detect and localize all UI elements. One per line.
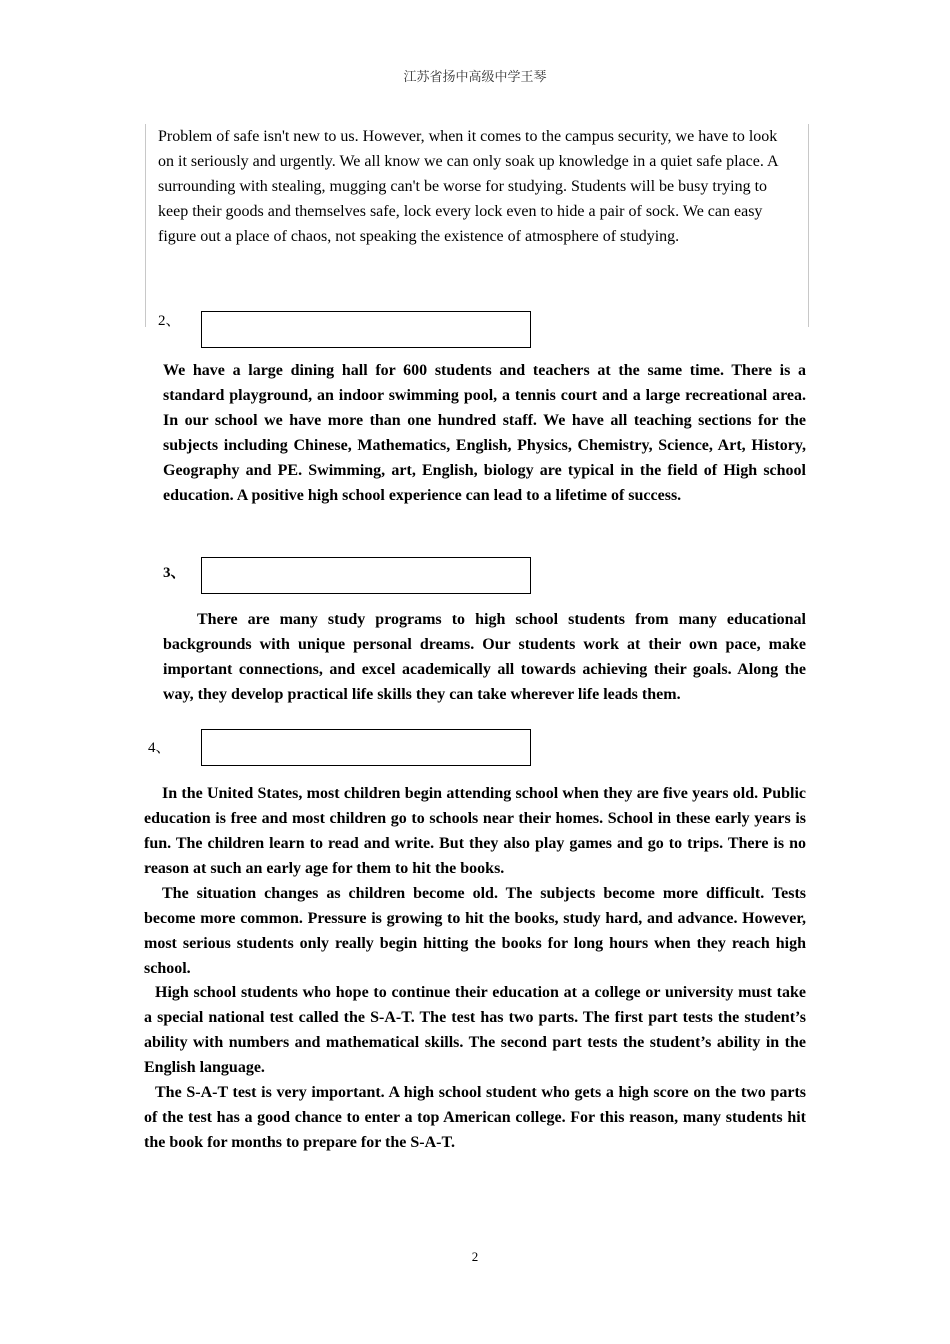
question-4-paragraph-4: The S-A-T test is very important. A high school student who gets a high score on the two parts of the test has a good chance to enter a top American college. For this reason, many students hit the book for months to prepare for the S-A-T.: [144, 1084, 806, 1151]
question-4-paragraph-2: The situation changes as children become old. The subjects become more difficult. Tests become more common. Pressure is growing to hit the books, study hard, and advance. However, most serious students only really begin hitting the books for long hours when they reach high school.: [144, 885, 806, 977]
question-2-answer-box[interactable]: [201, 311, 531, 348]
question-4-paragraph-3: High school students who hope to continue their education at a college or university must take a special national test called the S-A-T. The test has two parts. The first part tests the student’s ability with numbers and mathematical skills. The second part tests the student’s ability in the English language.: [144, 984, 806, 1076]
passage-1-text: Problem of safe isn't new to us. However, when it comes to the campus security, we have to look on it seriously and urgently. We all know we can only soak up knowledge in a quiet safe place. A surrounding with stealing, mugging can't be worse for studying. Students will be busy trying to keep their goods and themselves safe, lock every lock even to hide a pair of sock. We can easy figure out a place of chaos, not speaking the existence of atmosphere of studying.: [158, 128, 778, 245]
question-4-answer-box[interactable]: [201, 729, 531, 766]
question-3-answer-box[interactable]: [201, 557, 531, 594]
question-2-number: 2、: [158, 313, 181, 329]
question-4-number: 4、: [148, 740, 171, 756]
page-number: 2: [471, 1249, 479, 1264]
question-3-number: 3、: [163, 565, 186, 581]
page-header: 江苏省扬中高级中学王琴: [403, 69, 547, 84]
question-3-paragraph: There are many study programs to high school students from many educational backgrounds with unique personal dreams. Our students work at their own pace, make important connections, and excel academically all towards achieving their goals. Along the way, they develop practical life skills they can take wherever life leads them.: [163, 611, 806, 703]
question-2-paragraph: We have a large dining hall for 600 students and teachers at the same time. There is a standard playground, an indoor swimming pool, a tennis court and a large recreational area. In our school we have more than one hundred staff. We have all teaching sections for the subjects including Chinese, Mathematics, English, Physics, Chemistry, Science, Art, History, Geography and PE. Swimming, art, English, biology are typical in the field of High school education. A positive high school experience can lead to a lifetime of success.: [163, 362, 806, 504]
question-4-paragraph-1: In the United States, most children begin attending school when they are five years old. Public education is free and most children go to schools near their homes. School in these early years is fun. The children learn to read and write. But they also play games and go to trips. There is no reason at such an early age for them to hit the books.: [144, 785, 806, 877]
